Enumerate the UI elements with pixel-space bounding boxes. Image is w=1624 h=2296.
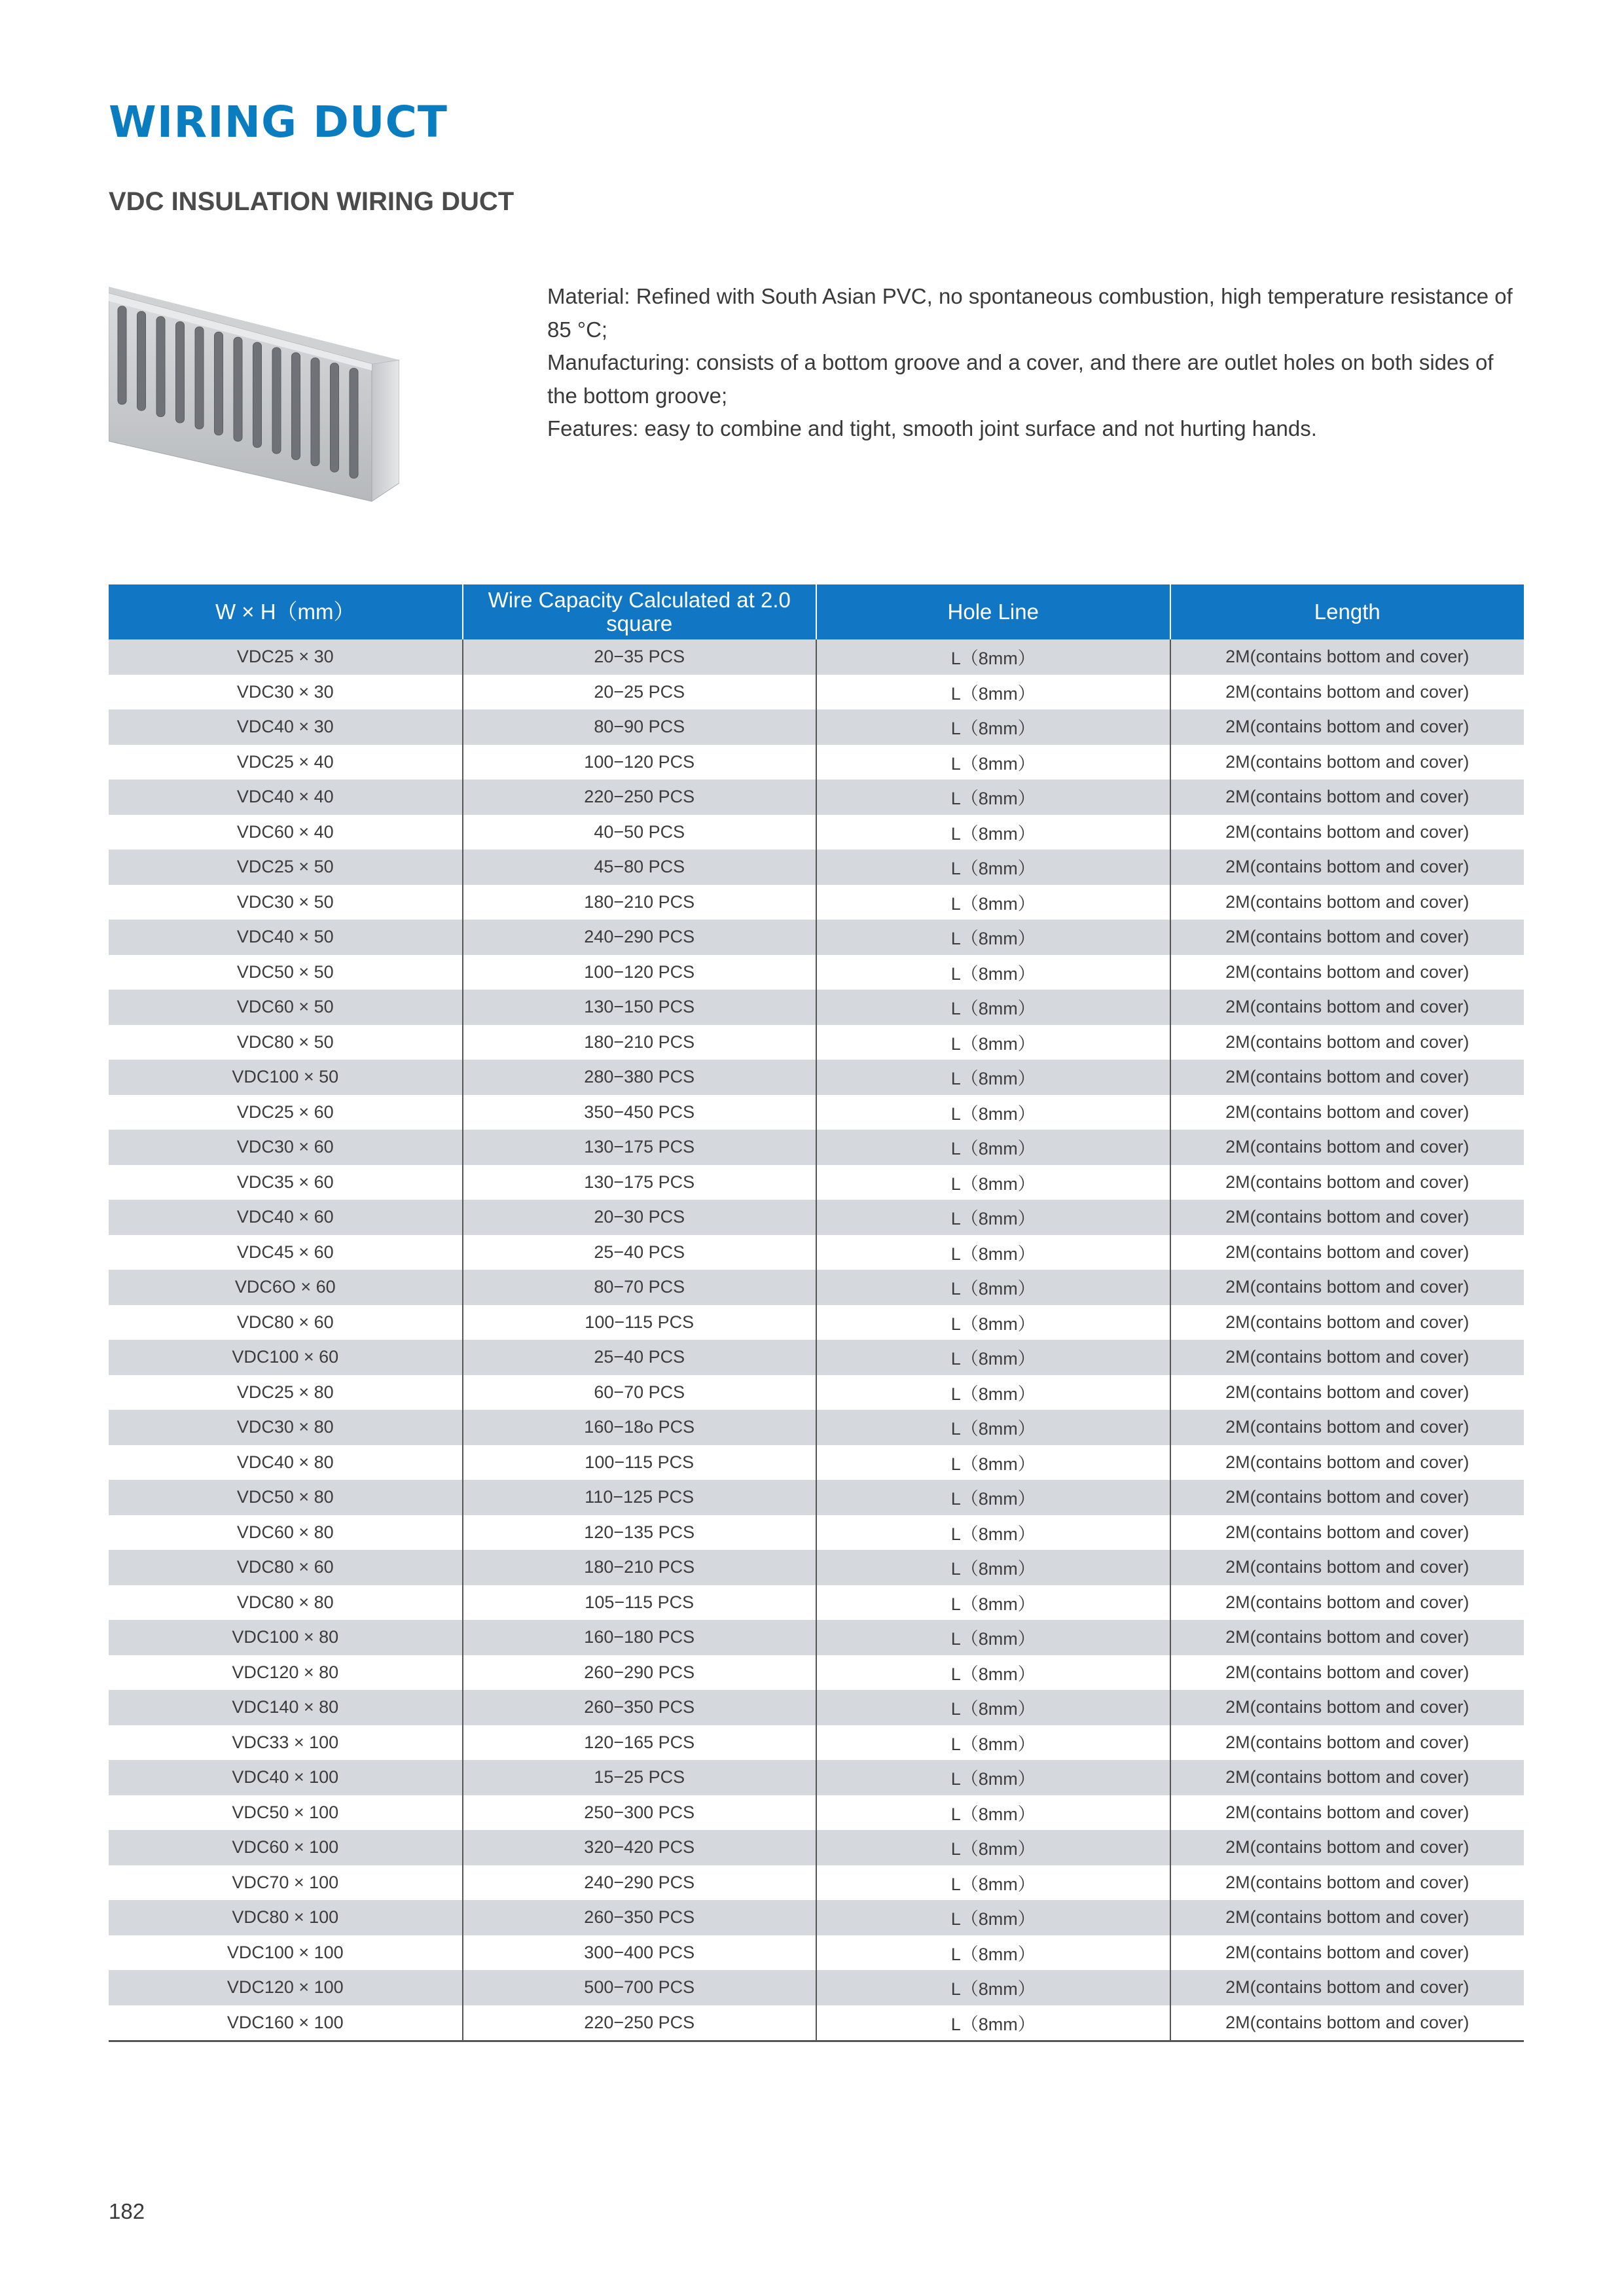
cell-hole-line: L（8mm） (816, 1655, 1170, 1691)
manufacturing-text: Manufacturing: consists of a bottom groove and a cover, and there are outlet holes on both sides of the bottom groove; (547, 350, 1494, 408)
cell-hole-line: L（8mm） (816, 1060, 1170, 1095)
cell-wire-capacity: 20−25 PCS (463, 675, 817, 710)
cell-dimensions: VDC30 × 80 (109, 1410, 463, 1445)
cell-hole-line: L（8mm） (816, 1760, 1170, 1795)
table-row (109, 885, 1524, 920)
cell-dimensions: VDC45 × 60 (109, 1235, 463, 1270)
cell-length: 2M(contains bottom and cover) (1170, 815, 1525, 850)
table-row (109, 1970, 1524, 2005)
cell-length: 2M(contains bottom and cover) (1170, 639, 1525, 675)
table-row (109, 1375, 1524, 1410)
cell-dimensions: VDC50 × 100 (109, 1795, 463, 1831)
cell-length: 2M(contains bottom and cover) (1170, 1025, 1525, 1060)
wiring-duct-illustration (109, 287, 399, 511)
cell-hole-line: L（8mm） (816, 745, 1170, 780)
cell-wire-capacity: 260−350 PCS (463, 1900, 817, 1935)
cell-hole-line: L（8mm） (816, 1935, 1170, 1971)
cell-hole-line: L（8mm） (816, 1550, 1170, 1585)
cell-wire-capacity: 320−420 PCS (463, 1830, 817, 1865)
table-header-row (109, 584, 1524, 639)
cell-wire-capacity: 130−175 PCS (463, 1165, 817, 1200)
table-row (109, 1690, 1524, 1725)
cell-dimensions: VDC25 × 30 (109, 639, 463, 675)
cell-dimensions: VDC70 × 100 (109, 1865, 463, 1901)
cell-wire-capacity: 25−40 PCS (463, 1340, 817, 1375)
cell-dimensions: VDC60 × 50 (109, 990, 463, 1025)
cell-wire-capacity: 160−18o PCS (463, 1410, 817, 1445)
cell-dimensions: VDC30 × 60 (109, 1130, 463, 1165)
cell-length: 2M(contains bottom and cover) (1170, 675, 1525, 710)
cell-hole-line: L（8mm） (816, 920, 1170, 955)
table-row (109, 780, 1524, 815)
cell-length: 2M(contains bottom and cover) (1170, 920, 1525, 955)
cell-wire-capacity: 130−150 PCS (463, 990, 817, 1025)
cell-wire-capacity: 100−115 PCS (463, 1445, 817, 1480)
table-row (109, 850, 1524, 885)
cell-dimensions: VDC30 × 30 (109, 675, 463, 710)
cell-hole-line: L（8mm） (816, 1970, 1170, 2005)
cell-wire-capacity: 120−135 PCS (463, 1515, 817, 1551)
table-row (109, 1900, 1524, 1935)
duct-slot (195, 327, 204, 429)
cell-dimensions: VDC100 × 100 (109, 1935, 463, 1971)
cell-length: 2M(contains bottom and cover) (1170, 780, 1525, 815)
cell-wire-capacity: 260−290 PCS (463, 1655, 817, 1691)
cell-length: 2M(contains bottom and cover) (1170, 1445, 1525, 1480)
cell-length: 2M(contains bottom and cover) (1170, 1830, 1525, 1865)
cell-hole-line: L（8mm） (816, 1445, 1170, 1480)
cell-dimensions: VDC80 × 50 (109, 1025, 463, 1060)
wiring-duct-product-photo (109, 287, 399, 511)
column-header-length: Length (1170, 584, 1525, 639)
cell-length: 2M(contains bottom and cover) (1170, 990, 1525, 1025)
cell-dimensions: VDC40 × 40 (109, 780, 463, 815)
cell-dimensions: VDC25 × 50 (109, 850, 463, 885)
table-row (109, 1550, 1524, 1585)
cell-dimensions: VDC40 × 50 (109, 920, 463, 955)
cell-dimensions: VDC33 × 100 (109, 1725, 463, 1761)
cell-hole-line: L（8mm） (816, 990, 1170, 1025)
duct-slot (215, 332, 223, 435)
cell-dimensions: VDC6O × 60 (109, 1270, 463, 1305)
cell-length: 2M(contains bottom and cover) (1170, 1795, 1525, 1831)
cell-dimensions: VDC80 × 100 (109, 1900, 463, 1935)
cell-dimensions: VDC35 × 60 (109, 1165, 463, 1200)
cell-length: 2M(contains bottom and cover) (1170, 1935, 1525, 1971)
cell-dimensions: VDC30 × 50 (109, 885, 463, 920)
cell-wire-capacity: 80−70 PCS (463, 1270, 817, 1305)
cell-length: 2M(contains bottom and cover) (1170, 1200, 1525, 1235)
cell-wire-capacity: 100−120 PCS (463, 745, 817, 780)
cell-hole-line: L（8mm） (816, 1130, 1170, 1165)
table-row (109, 955, 1524, 990)
table-row (109, 1305, 1524, 1340)
cell-hole-line: L（8mm） (816, 1515, 1170, 1551)
cell-length: 2M(contains bottom and cover) (1170, 1305, 1525, 1340)
cell-hole-line: L（8mm） (816, 1340, 1170, 1375)
cell-wire-capacity: 240−290 PCS (463, 1865, 817, 1901)
cell-wire-capacity: 110−125 PCS (463, 1480, 817, 1515)
cell-wire-capacity: 15−25 PCS (463, 1760, 817, 1795)
cell-hole-line: L（8mm） (816, 955, 1170, 990)
table-row (109, 745, 1524, 780)
duct-slot (311, 358, 319, 466)
table-row (109, 990, 1524, 1025)
cell-length: 2M(contains bottom and cover) (1170, 1550, 1525, 1585)
cell-wire-capacity: 130−175 PCS (463, 1130, 817, 1165)
cell-dimensions: VDC50 × 80 (109, 1480, 463, 1515)
cell-hole-line: L（8mm） (816, 1235, 1170, 1270)
cell-length: 2M(contains bottom and cover) (1170, 1970, 1525, 2005)
cell-dimensions: VDC60 × 40 (109, 815, 463, 850)
cell-wire-capacity: 45−80 PCS (463, 850, 817, 885)
cell-hole-line: L（8mm） (816, 1375, 1170, 1410)
cell-hole-line: L（8mm） (816, 885, 1170, 920)
cell-dimensions: VDC40 × 30 (109, 709, 463, 745)
cell-hole-line: L（8mm） (816, 1410, 1170, 1445)
cell-dimensions: VDC80 × 80 (109, 1585, 463, 1621)
cell-hole-line: L（8mm） (816, 1690, 1170, 1725)
cell-dimensions: VDC140 × 80 (109, 1690, 463, 1725)
column-header-dimensions: W × H（mm） (109, 584, 463, 639)
cell-hole-line: L（8mm） (816, 1025, 1170, 1060)
cell-wire-capacity: 350−450 PCS (463, 1095, 817, 1130)
table-row (109, 1410, 1524, 1445)
cell-wire-capacity: 60−70 PCS (463, 1375, 817, 1410)
table-row (109, 1830, 1524, 1865)
duct-slot (137, 312, 146, 411)
cell-dimensions: VDC120 × 80 (109, 1655, 463, 1691)
cell-length: 2M(contains bottom and cover) (1170, 1620, 1525, 1655)
cell-wire-capacity: 280−380 PCS (463, 1060, 817, 1095)
cell-dimensions: VDC25 × 40 (109, 745, 463, 780)
cell-length: 2M(contains bottom and cover) (1170, 1760, 1525, 1795)
table-row (109, 1935, 1524, 1971)
cell-length: 2M(contains bottom and cover) (1170, 1270, 1525, 1305)
cell-length: 2M(contains bottom and cover) (1170, 1655, 1525, 1691)
table-row (109, 1025, 1524, 1060)
cell-hole-line: L（8mm） (816, 1305, 1170, 1340)
cell-hole-line: L（8mm） (816, 1900, 1170, 1935)
table-row (109, 1340, 1524, 1375)
table-row (109, 1060, 1524, 1095)
cell-dimensions: VDC80 × 60 (109, 1550, 463, 1585)
cell-dimensions: VDC120 × 100 (109, 1970, 463, 2005)
cell-length: 2M(contains bottom and cover) (1170, 1375, 1525, 1410)
cell-dimensions: VDC50 × 50 (109, 955, 463, 990)
table-row (109, 639, 1524, 675)
cell-wire-capacity: 240−290 PCS (463, 920, 817, 955)
duct-slot (234, 337, 242, 441)
cell-wire-capacity: 300−400 PCS (463, 1935, 817, 1971)
page-number: 182 (109, 2199, 145, 2223)
spec-table (109, 584, 1524, 2042)
cell-hole-line: L（8mm） (816, 709, 1170, 745)
cell-dimensions: VDC25 × 60 (109, 1095, 463, 1130)
cell-hole-line: L（8mm） (816, 1480, 1170, 1515)
cell-wire-capacity: 40−50 PCS (463, 815, 817, 850)
cell-dimensions: VDC160 × 100 (109, 2005, 463, 2041)
cell-dimensions: VDC80 × 60 (109, 1305, 463, 1340)
duct-slot (253, 342, 262, 448)
cell-dimensions: VDC40 × 100 (109, 1760, 463, 1795)
cell-wire-capacity: 20−35 PCS (463, 639, 817, 675)
cell-wire-capacity: 80−90 PCS (463, 709, 817, 745)
cell-length: 2M(contains bottom and cover) (1170, 850, 1525, 885)
cell-length: 2M(contains bottom and cover) (1170, 885, 1525, 920)
cell-length: 2M(contains bottom and cover) (1170, 1060, 1525, 1095)
table-row (109, 1445, 1524, 1480)
cell-wire-capacity: 120−165 PCS (463, 1725, 817, 1761)
cell-length: 2M(contains bottom and cover) (1170, 1340, 1525, 1375)
table-row (109, 1270, 1524, 1305)
table-row (109, 1130, 1524, 1165)
duct-slot (350, 368, 358, 478)
cell-hole-line: L（8mm） (816, 815, 1170, 850)
table-row (109, 920, 1524, 955)
table-row (109, 1655, 1524, 1691)
table-row (109, 1795, 1524, 1831)
cell-wire-capacity: 220−250 PCS (463, 2005, 817, 2041)
table-row (109, 815, 1524, 850)
cell-length: 2M(contains bottom and cover) (1170, 745, 1525, 780)
table-row (109, 2005, 1524, 2041)
cell-dimensions: VDC60 × 80 (109, 1515, 463, 1551)
duct-slot (292, 353, 300, 460)
material-text: Material: Refined with South Asian PVC, no spontaneous combustion, high temperature resistance of 85 °C; (547, 284, 1513, 342)
table-row (109, 675, 1524, 710)
cell-wire-capacity: 180−210 PCS (463, 885, 817, 920)
column-header-hole-line: Hole Line (816, 584, 1170, 639)
cell-length: 2M(contains bottom and cover) (1170, 1235, 1525, 1270)
cell-wire-capacity: 500−700 PCS (463, 1970, 817, 2005)
features-text: Features: easy to combine and tight, smooth joint surface and not hurting hands. (547, 416, 1317, 440)
duct-slot (272, 348, 281, 454)
product-description (547, 280, 1523, 446)
cell-length: 2M(contains bottom and cover) (1170, 1480, 1525, 1515)
cell-length: 2M(contains bottom and cover) (1170, 1130, 1525, 1165)
table-row (109, 1200, 1524, 1235)
table-row (109, 1620, 1524, 1655)
column-header-wire-capacity: Wire Capacity Calculated at 2.0 square (463, 584, 817, 639)
cell-wire-capacity: 100−115 PCS (463, 1305, 817, 1340)
cell-hole-line: L（8mm） (816, 1620, 1170, 1655)
table-row (109, 1165, 1524, 1200)
cell-wire-capacity: 260−350 PCS (463, 1690, 817, 1725)
cell-length: 2M(contains bottom and cover) (1170, 1165, 1525, 1200)
cell-length: 2M(contains bottom and cover) (1170, 1690, 1525, 1725)
cell-hole-line: L（8mm） (816, 780, 1170, 815)
cell-dimensions: VDC100 × 80 (109, 1620, 463, 1655)
cell-length: 2M(contains bottom and cover) (1170, 955, 1525, 990)
cell-hole-line: L（8mm） (816, 1865, 1170, 1901)
duct-slot (331, 363, 339, 473)
page-title: WIRING DUCT (109, 97, 448, 147)
cell-hole-line: L（8mm） (816, 1095, 1170, 1130)
cell-length: 2M(contains bottom and cover) (1170, 1725, 1525, 1761)
cell-hole-line: L（8mm） (816, 1270, 1170, 1305)
cell-dimensions: VDC60 × 100 (109, 1830, 463, 1865)
cell-hole-line: L（8mm） (816, 850, 1170, 885)
cell-hole-line: L（8mm） (816, 1795, 1170, 1831)
cell-dimensions: VDC40 × 80 (109, 1445, 463, 1480)
table-row (109, 1725, 1524, 1761)
table-row (109, 1865, 1524, 1901)
cell-length: 2M(contains bottom and cover) (1170, 709, 1525, 745)
cell-wire-capacity: 180−210 PCS (463, 1025, 817, 1060)
cell-length: 2M(contains bottom and cover) (1170, 2005, 1525, 2041)
cell-length: 2M(contains bottom and cover) (1170, 1865, 1525, 1901)
cell-length: 2M(contains bottom and cover) (1170, 1095, 1525, 1130)
cell-wire-capacity: 20−30 PCS (463, 1200, 817, 1235)
cell-hole-line: L（8mm） (816, 1200, 1170, 1235)
cell-hole-line: L（8mm） (816, 1830, 1170, 1865)
table-row (109, 1515, 1524, 1551)
table-row (109, 1760, 1524, 1795)
duct-slot (176, 322, 185, 423)
table-row (109, 1235, 1524, 1270)
cell-hole-line: L（8mm） (816, 1165, 1170, 1200)
cell-hole-line: L（8mm） (816, 1725, 1170, 1761)
cell-length: 2M(contains bottom and cover) (1170, 1585, 1525, 1621)
product-subtitle: VDC INSULATION WIRING DUCT (109, 187, 514, 216)
cell-hole-line: L（8mm） (816, 2005, 1170, 2041)
cell-dimensions: VDC40 × 60 (109, 1200, 463, 1235)
cell-hole-line: L（8mm） (816, 1585, 1170, 1621)
table-row (109, 1585, 1524, 1621)
cell-dimensions: VDC100 × 50 (109, 1060, 463, 1095)
cell-wire-capacity: 180−210 PCS (463, 1550, 817, 1585)
cell-dimensions: VDC100 × 60 (109, 1340, 463, 1375)
duct-slot (118, 306, 126, 404)
cell-hole-line: L（8mm） (816, 675, 1170, 710)
cell-wire-capacity: 25−40 PCS (463, 1235, 817, 1270)
table-row (109, 709, 1524, 745)
cell-wire-capacity: 160−180 PCS (463, 1620, 817, 1655)
table-row (109, 1095, 1524, 1130)
cell-dimensions: VDC25 × 80 (109, 1375, 463, 1410)
cell-wire-capacity: 220−250 PCS (463, 780, 817, 815)
cell-wire-capacity: 105−115 PCS (463, 1585, 817, 1621)
cell-length: 2M(contains bottom and cover) (1170, 1515, 1525, 1551)
cell-length: 2M(contains bottom and cover) (1170, 1900, 1525, 1935)
cell-hole-line: L（8mm） (816, 639, 1170, 675)
cell-wire-capacity: 100−120 PCS (463, 955, 817, 990)
duct-slot (156, 317, 165, 417)
cell-length: 2M(contains bottom and cover) (1170, 1410, 1525, 1445)
table-row (109, 1480, 1524, 1515)
cell-wire-capacity: 250−300 PCS (463, 1795, 817, 1831)
